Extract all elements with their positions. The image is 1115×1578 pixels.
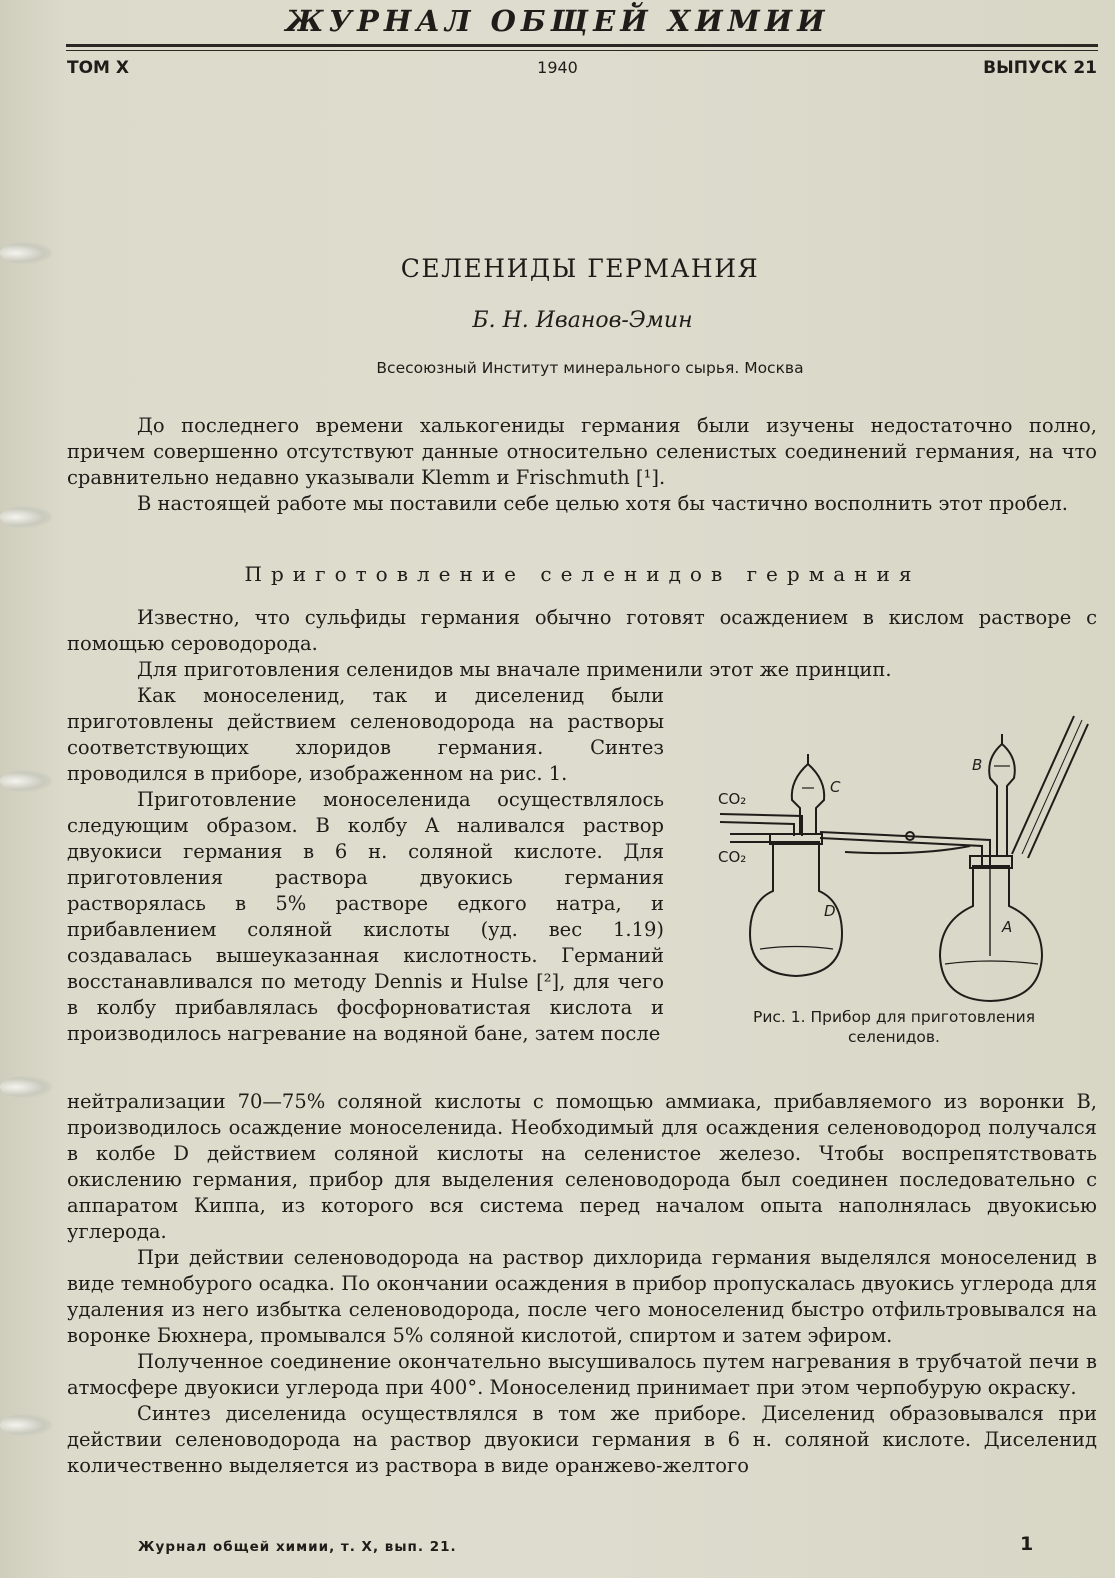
paragraph: При действии селеноводорода на раствор дихлорида германия выделялся моноселенид в виде темнобурого осадка. По окончании осаждения в прибор пропускалась двуокись углерода для удаления из него избытка селеноводорода, после чего моноселенид быстро отфильтровывался на воронке Бюхнера, промывался 5% соляной кислотой, спиртом и затем эфиром. — [67, 1246, 1097, 1347]
flask-a — [940, 866, 1042, 1001]
apparatus-diagram — [690, 706, 1100, 1006]
caption-line: селенидов. — [848, 1028, 940, 1046]
header-rule — [66, 44, 1098, 47]
article-affiliation: Всесоюзный Институт минерального сырья. Москва — [376, 359, 804, 377]
volume-label: ТОМ X — [67, 58, 129, 78]
connecting-tube — [820, 832, 990, 866]
funnel-c-label: C — [830, 778, 841, 796]
binding-hole — [0, 506, 52, 528]
co2-outlet-label: CO₂ — [718, 848, 747, 866]
paragraph: Синтез диселенида осуществлялся в том же приборе. Диселенид образовывался при действии селеноводорода на раствор двуокиси германия в 6 н. соляной кислоте. Диселенид количественно выделяется из раствора в виде оранжево-желтого — [67, 1402, 1097, 1477]
paragraph: Известно, что сульфиды германия обычно готовят осаждением в кислом растворе с помощью сероводорода. — [67, 606, 1097, 655]
caption-line: Рис. 1. Прибор для приготовления — [752, 1008, 1036, 1026]
co2-inlet-tube — [720, 814, 802, 836]
article-title: СЕЛЕНИДЫ ГЕРМАНИЯ — [400, 254, 760, 283]
paragraph: Для приготовления селенидов мы вначале применили этот же принцип. — [137, 658, 892, 681]
year-label: 1940 — [537, 58, 578, 77]
journal-title: ЖУРНАЛ ОБЩЕЙ ХИМИИ — [285, 4, 830, 38]
section-heading: Приготовление селенидов германия — [244, 562, 921, 586]
page-number: 1 — [1020, 1533, 1034, 1555]
co2-inlet-label: CO₂ — [718, 790, 747, 808]
condenser — [1012, 716, 1088, 858]
figure-caption — [690, 1007, 1098, 1047]
paragraph: До последнего времени халькогениды германия были изучены недостаточно полно, причем совершенно отсутствуют данные относительно селенистых соединений германия, на что сравнительно недавно указывали Klemm и Frischmuth [¹]. — [67, 414, 1097, 489]
body-text — [67, 1089, 1097, 1479]
section-text — [67, 605, 1097, 683]
issue-label: ВЫПУСК 21 — [983, 58, 1097, 78]
intro-text — [67, 413, 1097, 517]
paragraph: Полученное соединение окончательно высушивалось путем нагревания в трубчатой печи в атмосфере двуокиси углерода при 400°. Моноселенид принимает при этом черпобурую окраску. — [67, 1350, 1097, 1399]
flask-a-label: A — [1002, 918, 1013, 936]
funnel-c — [792, 764, 824, 834]
paragraph: нейтрализации 70—75% соляной кислоты с помощью аммиака, прибавляемого из воронки B, производилось осаждение моноселенида. Необходимый для осаждения селеноводород получался в колбе D действием соляной кислоты на селенистое железо. Чтобы воспрепятствовать окислению германия, прибор для выделения селеноводорода был соединен последовательно с аппаратом Киппа, из которого вся система перед началом опыта наполнялась двуокисью углерода. — [67, 1090, 1097, 1243]
header-rule-thin — [66, 50, 1098, 51]
article-author: Б. Н. Иванов-Эмин — [472, 308, 693, 333]
funnel-b — [989, 744, 1015, 856]
paragraph: Как моноселенид, так и диселенид были приготовлены действием селеноводорода на растворы соответствующих хлоридов германия. Синтез проводился в приборе, изображенном на рис. 1. — [67, 684, 664, 785]
footer-citation: Журнал общей химии, т. X, вып. 21. — [138, 1539, 457, 1555]
binding-hole — [0, 1414, 52, 1436]
paragraph: В настоящей работе мы поставили себе целью хотя бы частично восполнить этот пробел. — [137, 492, 1069, 515]
paragraph: Приготовление моноселенида осуществлялось следующим образом. В колбу A наливался раствор двуокиси германия в 6 н. соляной кислоте. Для приготовления раствора двуокись германия растворялась в 5% растворе едкого натра, и прибавлением соляной кислоты (уд. вес 1.19) создавалась вышеуказанная кислотность. Германий восстанавливался по методу Dennis и Hulse [²], для чего в колбу прибавлялась фосфорноватистая кислота и производилось нагревание на водяной бане, затем после — [67, 788, 664, 1045]
apparatus-figure — [690, 706, 1100, 1006]
narrow-column-text — [67, 683, 664, 1047]
funnel-b-label: B — [972, 756, 983, 774]
binding-hole — [0, 770, 52, 792]
binding-hole — [0, 1076, 52, 1098]
flask-d-label: D — [824, 902, 836, 920]
